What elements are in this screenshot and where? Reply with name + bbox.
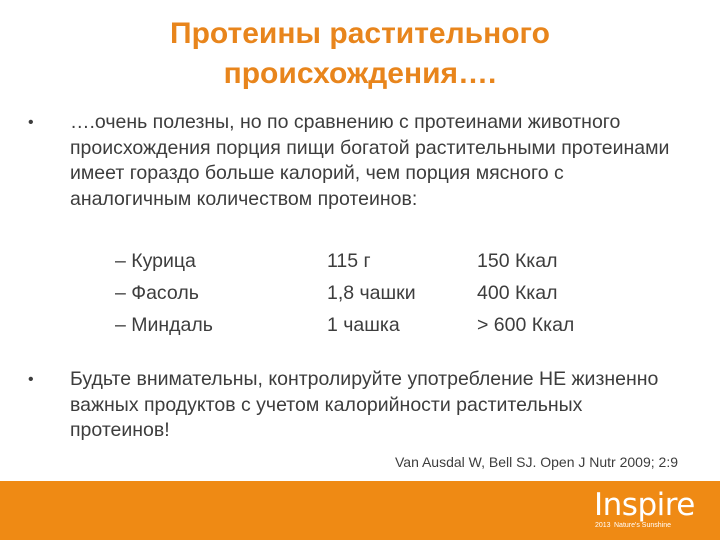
bullet-text: ….очень полезны, но по сравнению с протеинами животного происхождения порция пищи богатой растительными протеинами имеет гораздо больше калорий, чем порция мясного с аналогичным количеством протеинов: xyxy=(70,111,670,210)
bullet-text: Будьте внимательны, контролируйте употребление НЕ жизненно важных продуктов с учетом калорийности растительных протеинов! xyxy=(70,368,659,441)
food-amount: 1,8 чашки xyxy=(327,282,416,304)
bullet-dot: • xyxy=(28,114,34,131)
citation: Van Ausdal W, Bell SJ. Open J Nutr 2009; 2:9 xyxy=(394,454,678,470)
food-amount: 1 чашка xyxy=(327,314,400,336)
food-name: – Курица xyxy=(115,250,196,272)
inspire-logo xyxy=(594,489,698,533)
food-row-almonds xyxy=(115,310,635,340)
title-line-1: Протеины растительного xyxy=(170,17,550,50)
food-row-beans xyxy=(115,278,635,308)
food-amount: 115 г xyxy=(327,250,371,272)
logo-subtitle: Nature's Sunshine xyxy=(614,522,671,529)
food-calories: 150 Ккал xyxy=(477,250,558,272)
bullet-dot: • xyxy=(28,371,34,388)
bullet-caution xyxy=(28,367,678,444)
title-line-2: происхождения…. xyxy=(223,57,497,90)
food-name: – Миндаль xyxy=(115,314,213,336)
food-calories: 400 Ккал xyxy=(477,282,558,304)
slide-title xyxy=(40,14,680,94)
food-calories: > 600 Ккал xyxy=(477,314,575,336)
logo-year: 2013 xyxy=(595,522,611,529)
bullet-plant-protein-calories xyxy=(28,110,678,212)
footer-bar xyxy=(0,481,720,540)
logo-wordmark: Inspire xyxy=(594,487,695,523)
food-name: – Фасоль xyxy=(115,282,199,304)
food-row-chicken xyxy=(115,246,635,276)
